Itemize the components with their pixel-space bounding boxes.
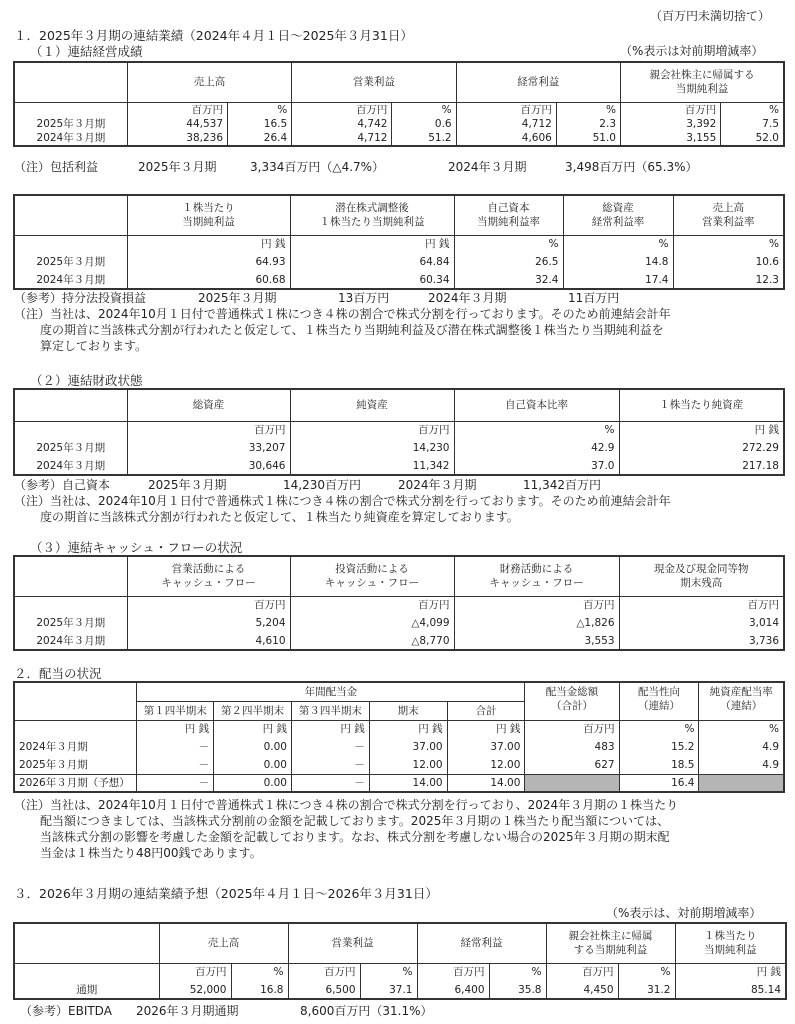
- unit-cell: 百万円: [456, 102, 556, 117]
- value-cell-shaded: [699, 774, 784, 792]
- comprehensive-income-label: （注）包括利益: [14, 160, 99, 174]
- col-header: 純資産: [290, 389, 454, 421]
- section2-title: ２．配当の状況: [14, 666, 102, 681]
- value-cell: 3,155: [621, 131, 721, 146]
- unit-cell: 円 銭: [290, 235, 454, 253]
- value-cell: 0.00: [214, 774, 292, 792]
- col-header: 営業利益: [288, 923, 417, 963]
- corner-cell: [14, 556, 127, 596]
- value-cell: 42.9: [454, 439, 619, 457]
- corner-cell: [14, 62, 127, 102]
- value-cell: 26.5: [454, 253, 563, 271]
- table-row: [14, 756, 784, 774]
- col-header: １株当たり 当期純利益: [675, 923, 786, 963]
- unit-cell: 円 銭: [619, 421, 784, 439]
- unit-cell: 百万円: [290, 596, 454, 614]
- value-cell: －: [137, 774, 214, 792]
- unit-cell: %: [228, 102, 292, 117]
- table-row: [14, 271, 784, 289]
- equity-method-value: 11百万円: [568, 291, 620, 305]
- unit-cell: 円 銭: [369, 720, 447, 738]
- value-cell: △4,099: [290, 614, 454, 632]
- unit-cell: 百万円: [417, 963, 489, 981]
- col-header: 配当性向 （連結）: [619, 682, 699, 720]
- value-cell: △1,826: [454, 614, 619, 632]
- stock-split-note: 度の期首に当該株式分割が行われたと仮定して、１株当たり当期純利益及び潜在株式調整後１株当たり当期純利益を: [40, 323, 664, 337]
- unit-cell: %: [673, 235, 784, 253]
- unit-cell: 円 銭: [291, 720, 369, 738]
- col-header: １株当たり 当期純利益: [127, 195, 290, 235]
- value-cell: 483: [525, 738, 619, 756]
- value-cell: 32.4: [454, 271, 563, 289]
- unit-cell: %: [699, 720, 784, 738]
- unit-cell: %: [454, 421, 619, 439]
- value-cell: 0.6: [392, 117, 456, 131]
- value-cell: 4.9: [699, 738, 784, 756]
- col-header: 親会社株主に帰属する 当期純利益: [621, 62, 785, 102]
- unit-cell: 百万円: [621, 102, 721, 117]
- annual-dividend-header: 年間配当金: [137, 682, 525, 701]
- value-cell: 272.29: [619, 439, 784, 457]
- unit-cell: %: [618, 963, 675, 981]
- equity-period: 2024年３月期: [398, 478, 477, 492]
- unit-cell: %: [454, 235, 563, 253]
- col-header: 営業活動による キャッシュ・フロー: [127, 556, 290, 596]
- cash-flow-table: [13, 555, 785, 651]
- value-cell: 4,450: [546, 981, 618, 999]
- col-header: 親会社株主に帰属 する当期純利益: [546, 923, 675, 963]
- ebitda-value: 8,600百万円（31.1%）: [300, 1004, 433, 1018]
- row-label: 2024年３月期: [14, 632, 127, 650]
- financial-position-table: [13, 388, 785, 476]
- value-cell: 52.0: [721, 131, 784, 146]
- col-header: 期末: [369, 701, 447, 720]
- value-cell: 3,736: [619, 632, 784, 650]
- col-header: 第１四半期末: [137, 701, 214, 720]
- col-header: 潜在株式調整後 １株当たり当期純利益: [290, 195, 454, 235]
- unit-cell: %: [392, 102, 456, 117]
- table-row: [14, 117, 784, 131]
- value-cell: －: [291, 738, 369, 756]
- equity-label: （参考）自己資本: [14, 478, 111, 492]
- table-row: [14, 439, 784, 457]
- table-row: [14, 981, 786, 999]
- equity-method-value: 13百万円: [338, 291, 390, 305]
- value-cell: 64.93: [127, 253, 290, 271]
- col-header: 投資活動による キャッシュ・フロー: [290, 556, 454, 596]
- value-cell: 30,646: [127, 457, 290, 475]
- stock-split-note: 度の期首に当該株式分割が行われたと仮定して、１株当たり純資産を算定しております。: [40, 510, 519, 524]
- value-cell: 3,392: [621, 117, 721, 131]
- col-header: 売上高: [127, 62, 291, 102]
- col-header: 合計: [447, 701, 525, 720]
- value-cell: 14,230: [290, 439, 454, 457]
- unit-cell: 百万円: [127, 421, 290, 439]
- unit-cell: %: [360, 963, 417, 981]
- value-cell: 51.2: [392, 131, 456, 146]
- value-cell: 37.0: [454, 457, 619, 475]
- value-cell: 37.00: [447, 738, 525, 756]
- value-cell: 52,000: [159, 981, 231, 999]
- sub1-pct-note: （%表示は対前期増減率）: [620, 44, 764, 58]
- value-cell: 4,742: [292, 117, 392, 131]
- corner-cell: [14, 923, 159, 963]
- col-header: １株当たり純資産: [619, 389, 784, 421]
- value-cell: 0.00: [214, 756, 292, 774]
- dividend-note: 配当額につきましては、当該株式分割前の金額を記載しております。2025年３月期の１株当たり配当額については、: [40, 814, 670, 828]
- row-label: 2025年３月期: [14, 756, 137, 774]
- value-cell: 6,500: [288, 981, 360, 999]
- col-header: 総資産: [127, 389, 290, 421]
- col-header: 財務活動による キャッシュ・フロー: [454, 556, 619, 596]
- section3-pct-note: （%表示は、対前期増減率）: [606, 906, 762, 920]
- col-header: 経常利益: [456, 62, 620, 102]
- unit-cell: 円 銭: [127, 235, 290, 253]
- value-cell: 217.18: [619, 457, 784, 475]
- value-cell: 2.3: [556, 117, 620, 131]
- unit-cell: 百万円: [290, 421, 454, 439]
- section3-title: ３．2026年３月期の連結業績予想（2025年４月１日～2026年３月31日）: [14, 886, 438, 901]
- dividends-table: [13, 681, 785, 793]
- unit-cell: 円 銭: [447, 720, 525, 738]
- row-label: 2026年３月期（予想）: [14, 774, 137, 792]
- equity-method-period: 2025年３月期: [198, 291, 277, 305]
- unit-cell: 百万円: [288, 963, 360, 981]
- table-row: [14, 614, 784, 632]
- unit-cell: %: [563, 235, 673, 253]
- stock-split-note: （注）当社は、2024年10月１日付で普通株式１株につき４株の割合で株式分割を行っております。そのため前連結会計年: [14, 307, 671, 321]
- corner-cell: [14, 682, 137, 720]
- value-cell-shaded: [525, 774, 619, 792]
- value-cell: 15.2: [619, 738, 699, 756]
- comprehensive-income-value: 3,498百万円（65.3%）: [565, 160, 698, 174]
- col-header: 売上高 営業利益率: [673, 195, 784, 235]
- unit-cell: 百万円: [127, 102, 227, 117]
- equity-method-label: （参考）持分法投資損益: [14, 291, 147, 305]
- value-cell: 3,553: [454, 632, 619, 650]
- ebitda-label: （参考）EBITDA: [20, 1004, 112, 1018]
- row-label: 2024年３月期: [14, 131, 127, 146]
- value-cell: 60.68: [127, 271, 290, 289]
- col-header: 自己資本 当期純利益率: [454, 195, 563, 235]
- stock-split-note: 算定しております。: [40, 339, 148, 353]
- unit-cell: 百万円: [546, 963, 618, 981]
- unit-cell: 百万円: [127, 596, 290, 614]
- value-cell: 35.8: [489, 981, 546, 999]
- table-row: [14, 131, 784, 146]
- unit-cell: 円 銭: [214, 720, 292, 738]
- value-cell: 16.8: [231, 981, 288, 999]
- value-cell: 4.9: [699, 756, 784, 774]
- unit-cell: 円 銭: [675, 963, 786, 981]
- value-cell: 12.00: [447, 756, 525, 774]
- stock-split-note: （注）当社は、2024年10月１日付で普通株式１株につき４株の割合で株式分割を行っております。そのため前連結会計年: [14, 494, 671, 508]
- row-label: 2024年３月期: [14, 271, 127, 289]
- unit-cell: 百万円: [525, 720, 619, 738]
- corner-cell: [14, 195, 127, 235]
- unit-cell: 百万円: [292, 102, 392, 117]
- value-cell: 37.00: [369, 738, 447, 756]
- value-cell: 60.34: [290, 271, 454, 289]
- value-cell: 5,204: [127, 614, 290, 632]
- value-cell: 4,606: [456, 131, 556, 146]
- row-label: 2025年３月期: [14, 117, 127, 131]
- value-cell: 11,342: [290, 457, 454, 475]
- comprehensive-income-value: 3,334百万円（△4.7%）: [250, 160, 385, 174]
- value-cell: 85.14: [675, 981, 786, 999]
- dividend-note: 当該株式分割の影響を考慮した金額を記載しております。なお、株式分割を考慮しない場合の2025年３月期の期末配: [40, 830, 670, 844]
- operating-results-table: [13, 61, 785, 147]
- comprehensive-income-period: 2025年３月期: [138, 160, 217, 174]
- unit-cell: 円 銭: [137, 720, 214, 738]
- col-header: 営業利益: [292, 62, 456, 102]
- equity-value: 14,230百万円: [283, 478, 361, 492]
- table-row: [14, 774, 784, 792]
- unit-cell: %: [619, 720, 699, 738]
- value-cell: 33,207: [127, 439, 290, 457]
- unit-cell: %: [489, 963, 546, 981]
- value-cell: 10.6: [673, 253, 784, 271]
- value-cell: 3,014: [619, 614, 784, 632]
- row-label: 2025年３月期: [14, 614, 127, 632]
- unit-cell: %: [231, 963, 288, 981]
- unit-cell: 百万円: [454, 596, 619, 614]
- value-cell: 14.00: [447, 774, 525, 792]
- col-header: 配当金総額 （合計）: [525, 682, 619, 720]
- value-cell: －: [291, 774, 369, 792]
- value-cell: 31.2: [618, 981, 675, 999]
- equity-method-period: 2024年３月期: [428, 291, 507, 305]
- row-label: 2025年３月期: [14, 439, 127, 457]
- value-cell: 16.4: [619, 774, 699, 792]
- row-label: 2024年３月期: [14, 457, 127, 475]
- value-cell: 627: [525, 756, 619, 774]
- value-cell: 14.8: [563, 253, 673, 271]
- unit-cell: %: [556, 102, 620, 117]
- value-cell: －: [137, 756, 214, 774]
- row-label: 2024年３月期: [14, 738, 137, 756]
- table-row: [14, 632, 784, 650]
- value-cell: 12.00: [369, 756, 447, 774]
- value-cell: 12.3: [673, 271, 784, 289]
- col-header: 自己資本比率: [454, 389, 619, 421]
- value-cell: 4,712: [292, 131, 392, 146]
- value-cell: 0.00: [214, 738, 292, 756]
- value-cell: 14.00: [369, 774, 447, 792]
- col-header: 売上高: [159, 923, 288, 963]
- dividend-note: 当金は１株当たり48円00銭であります。: [40, 846, 262, 860]
- col-header: 純資産配当率 （連結）: [699, 682, 784, 720]
- value-cell: －: [137, 738, 214, 756]
- col-header: 総資産 経常利益率: [563, 195, 673, 235]
- value-cell: 44,537: [127, 117, 227, 131]
- value-cell: 7.5: [721, 117, 784, 131]
- value-cell: △8,770: [290, 632, 454, 650]
- unit-cell: 百万円: [159, 963, 231, 981]
- col-header: 経常利益: [417, 923, 546, 963]
- col-header: 第３四半期末: [291, 701, 369, 720]
- sub3-title: （３）連結キャッシュ・フローの状況: [30, 540, 243, 555]
- col-header: 第２四半期末: [214, 701, 292, 720]
- value-cell: －: [291, 756, 369, 774]
- table-row: [14, 457, 784, 475]
- value-cell: 64.84: [290, 253, 454, 271]
- sub1-title: （１）連結経営成績: [30, 44, 143, 59]
- value-cell: 51.0: [556, 131, 620, 146]
- value-cell: 16.5: [228, 117, 292, 131]
- per-share-table: [13, 194, 785, 290]
- value-cell: 17.4: [563, 271, 673, 289]
- equity-period: 2025年３月期: [148, 478, 227, 492]
- value-cell: 4,712: [456, 117, 556, 131]
- equity-value: 11,342百万円: [523, 478, 601, 492]
- unit-cell: 百万円: [619, 596, 784, 614]
- section1-title: １．2025年３月期の連結業績（2024年４月１日～2025年３月31日）: [14, 28, 413, 43]
- value-cell: 26.4: [228, 131, 292, 146]
- corner-cell: [14, 389, 127, 421]
- row-label: 通期: [14, 981, 159, 999]
- ebitda-period: 2026年３月期通期: [136, 1004, 239, 1018]
- col-header: 現金及び現金同等物 期末残高: [619, 556, 784, 596]
- value-cell: 18.5: [619, 756, 699, 774]
- sub2-title: （２）連結財政状態: [30, 373, 143, 388]
- value-cell: 6,400: [417, 981, 489, 999]
- table-row: [14, 738, 784, 756]
- dividend-note: （注）当社は、2024年10月１日付で普通株式１株につき４株の割合で株式分割を行っており、2024年３月期の１株当たり: [14, 798, 679, 812]
- table-row: [14, 253, 784, 271]
- forecast-table: [13, 922, 787, 1000]
- row-label: 2025年３月期: [14, 253, 127, 271]
- unit-note: （百万円未満切捨て）: [650, 9, 771, 23]
- value-cell: 4,610: [127, 632, 290, 650]
- comprehensive-income-period: 2024年３月期: [448, 160, 527, 174]
- value-cell: 38,236: [127, 131, 227, 146]
- unit-cell: %: [721, 102, 784, 117]
- value-cell: 37.1: [360, 981, 417, 999]
